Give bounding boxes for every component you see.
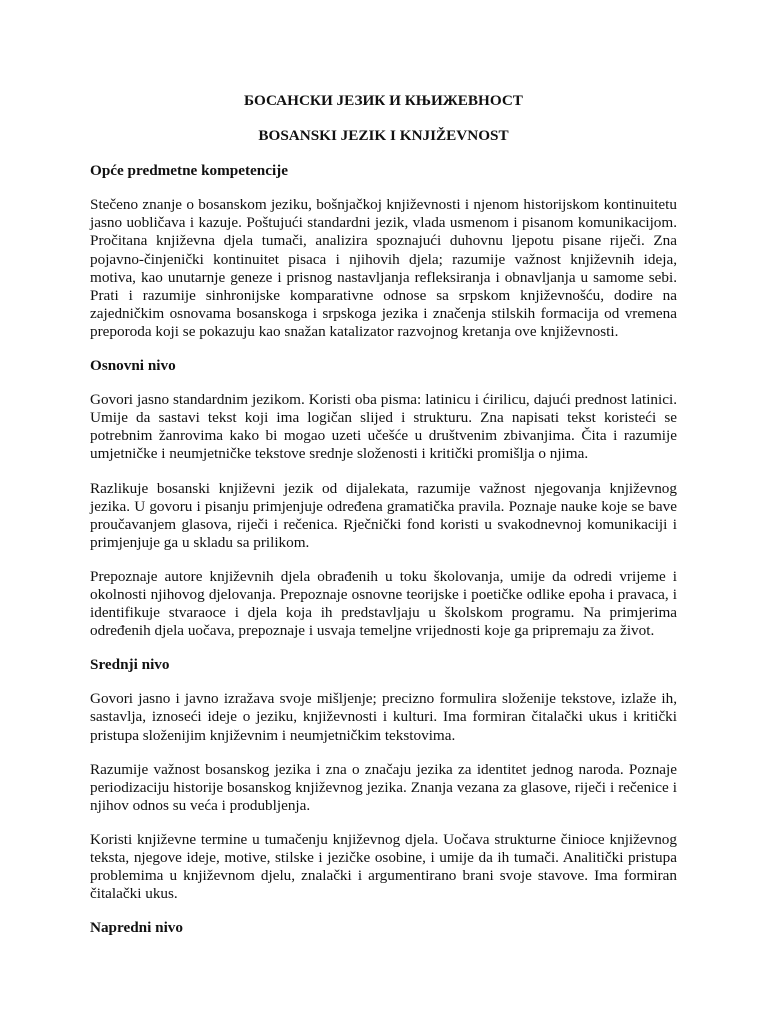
document-title-cyrillic: БОСАНСКИ ЈЕЗИК И КЊИЖЕВНОСТ bbox=[244, 92, 523, 109]
paragraph: Razumije važnost bosanskog jezika i zna o značaju jezika za identitet jednog naroda. Poznaje periodizaciju historije bosanskog književnog jezika. Znanja vezana za glasove, riječi i rečenice i njihov odnos su veća i produbljenja. bbox=[90, 760, 677, 814]
document-page bbox=[90, 92, 677, 953]
paragraph: Govori jasno i javno izražava svoje mišljenje; precizno formulira složenije tekstove, izlaže ih, sastavlja, iznoseći ideje o jeziku, književnosti i kulturi. Ima formiran čitalački ukus i kritički pristupa složenijim književnim i neumjetničkim tekstovima. bbox=[90, 690, 677, 744]
paragraph: Koristi književne termine u tumačenju književnog djela. Uočava strukturne činioce književnog teksta, njegove ideje, motive, stilske i jezičke osobine, i umije da ih tumači. Analitički pristupa problemima u književnom djelu, znalački i argumentirano brani svoje stavove. Ima formiran čitalački ukus. bbox=[90, 830, 677, 903]
paragraph: Prepoznaje autore književnih djela obrađenih u toku školovanja, umije da odredi vrijeme i okolnosti njihovog djelovanja. Prepoznaje osnovne teorijske i poetičke odlike epoha i pravaca, i identifikuje stvaraoce i djela koja ih predstavljaju u školskom programu. Na primjerima određenih djela uočava, prepoznaje i usvaja temeljne vrijednosti koje ga pripremaju za život. bbox=[90, 567, 677, 640]
paragraph: Stečeno znanje o bosanskom jeziku, bošnjačkoj književnosti i njenom historijskom kontinuitetu jasno uobličava i kazuje. Poštujući standardni jezik, vlada usmenom i pisanom komunikacijom. Pročitana književna djela tumači, analizira spoznajući duhovnu ljepotu pisane riječi. Zna pojavno-činjenički kontinuitet pisaca i njihovih djela; razumije važnost književnih ideja, motiva, kao unutarnje geneze i prisnog nastavljanja refleksiranja i obnavljanja u samome sebi. Prati i razumije sinhronijske komparativne odnose sa srpskom književnošću, dodire na zajedničkim osnovama bosanskoga i srpskoga jezika i značenja stilskih formacija od vremena preporoda koji se pokazuju kao snažan katalizator razvojnog kretanja ove književnosti. bbox=[90, 196, 677, 340]
paragraph: Govori jasno standardnim jezikom. Koristi oba pisma: latinicu i ćirilicu, dajući prednost latinici. Umije da sastavi tekst koji ima logičan slijed i strukturu. Zna napisati tekst koristeći se potrebnim žanrovima kako bi mogao uzeti učešće u društvenim zbivanjima. Čita i razumije umjetničke i neumjetničke tekstove srednje složenosti i kritički promišlja o njima. bbox=[90, 391, 677, 463]
section-heading-napredni-nivo: Napredni nivo bbox=[90, 919, 183, 937]
section-heading-opce-kompetencije: Opće predmetne kompetencije bbox=[90, 162, 288, 180]
paragraph: Razlikuje bosanski književni jezik od dijalekata, razumije važnost njegovanja književnog jezika. U govoru i pisanju primjenjuje određena gramatička pravila. Poznaje nauke koje se bave proučavanjem glasova, riječi i rečenica. Rječnički fond koristi u svakodnevnoj komunikaciji i primjenjuje ga u skladu sa prilikom. bbox=[90, 479, 677, 551]
section-heading-srednji-nivo: Srednji nivo bbox=[90, 656, 170, 674]
document-title-latin: BOSANSKI JEZIK I KNJIŽEVNOST bbox=[258, 127, 509, 145]
section-heading-osnovni-nivo: Osnovni nivo bbox=[90, 357, 176, 375]
